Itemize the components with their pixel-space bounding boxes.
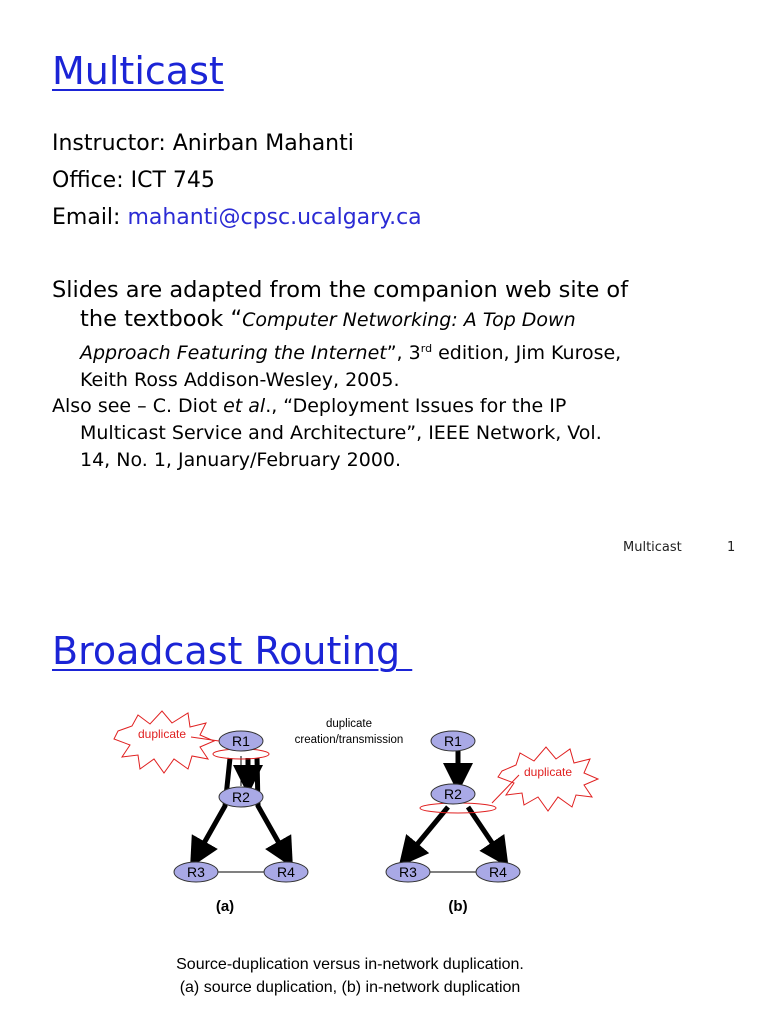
- footer-label: Multicast: [623, 540, 682, 555]
- router-r4: [264, 862, 308, 882]
- slide-title: Multicast: [52, 49, 224, 93]
- broadcast-diagram: [100, 703, 660, 963]
- svg-text:R1: R1: [232, 733, 250, 749]
- source-note-line: Keith Ross Addison-Wesley, 2005.: [80, 369, 400, 391]
- svg-text:duplicate: duplicate: [523, 765, 573, 779]
- router-r3: [386, 862, 430, 882]
- reference-line: Multicast Service and Architecture”, IEEE Network, Vol.: [80, 422, 602, 444]
- email-link[interactable]: mahanti@cpsc.ucalgary.ca: [127, 205, 422, 230]
- book-title: Approach Featuring the Internet: [80, 342, 387, 364]
- email-label: Email:: [52, 205, 128, 230]
- duplicate-burst-b: [492, 747, 598, 811]
- label-b: (b): [448, 898, 468, 915]
- caption-line: (a) source duplication, (b) in-network duplication: [179, 979, 521, 996]
- figure-caption: [0, 953, 700, 999]
- svg-text:R4: R4: [489, 864, 507, 880]
- office-line: Office: ICT 745: [52, 168, 215, 193]
- source-note-line: the textbook “Computer Networking: A Top Down: [80, 306, 576, 332]
- svg-text:R4: R4: [277, 864, 295, 880]
- diagram-a: [114, 711, 308, 915]
- email-line: [52, 199, 422, 236]
- instructor-line: Instructor: Anirban Mahanti: [52, 131, 354, 156]
- svg-text:creation/transmission: creation/transmission: [294, 734, 404, 746]
- router-r2: [219, 787, 263, 807]
- caption-line: Source-duplication versus in-network duplication.: [176, 956, 524, 973]
- router-r4: [476, 862, 520, 882]
- svg-text:R1: R1: [444, 733, 462, 749]
- router-r1: [431, 731, 475, 751]
- router-r3: [174, 862, 218, 882]
- svg-text:duplicate: duplicate: [137, 727, 187, 741]
- page-number: 1: [727, 540, 736, 555]
- slide-broadcast-routing: [0, 585, 768, 1024]
- source-note-line: Slides are adapted from the companion web site of: [52, 277, 629, 303]
- svg-text:R3: R3: [399, 864, 417, 880]
- reference-note: [52, 393, 602, 474]
- duplicate-burst-a: [114, 711, 219, 773]
- svg-text:R2: R2: [232, 789, 250, 805]
- duplication-note: [295, 718, 404, 746]
- svg-text:R3: R3: [187, 864, 205, 880]
- router-r2: [431, 784, 475, 804]
- book-title: Computer Networking: A Top Down: [242, 309, 576, 331]
- svg-text:R2: R2: [444, 786, 462, 802]
- duplication-figure: [100, 703, 660, 963]
- reference-line: Also see – C. Diot et al., “Deployment Issues for the IP: [52, 395, 567, 417]
- label-a: (a): [215, 898, 235, 915]
- contact-info: [52, 125, 422, 236]
- diagram-b: [386, 731, 598, 915]
- source-note: [52, 276, 732, 394]
- slide-title: Broadcast Routing: [52, 629, 413, 673]
- svg-text:duplicate: duplicate: [325, 718, 373, 730]
- source-note-line: Approach Featuring the Internet”, 3rd edition, Jim Kurose,: [80, 342, 622, 364]
- router-r1: [219, 731, 263, 751]
- reference-line: 14, No. 1, January/February 2000.: [80, 449, 402, 471]
